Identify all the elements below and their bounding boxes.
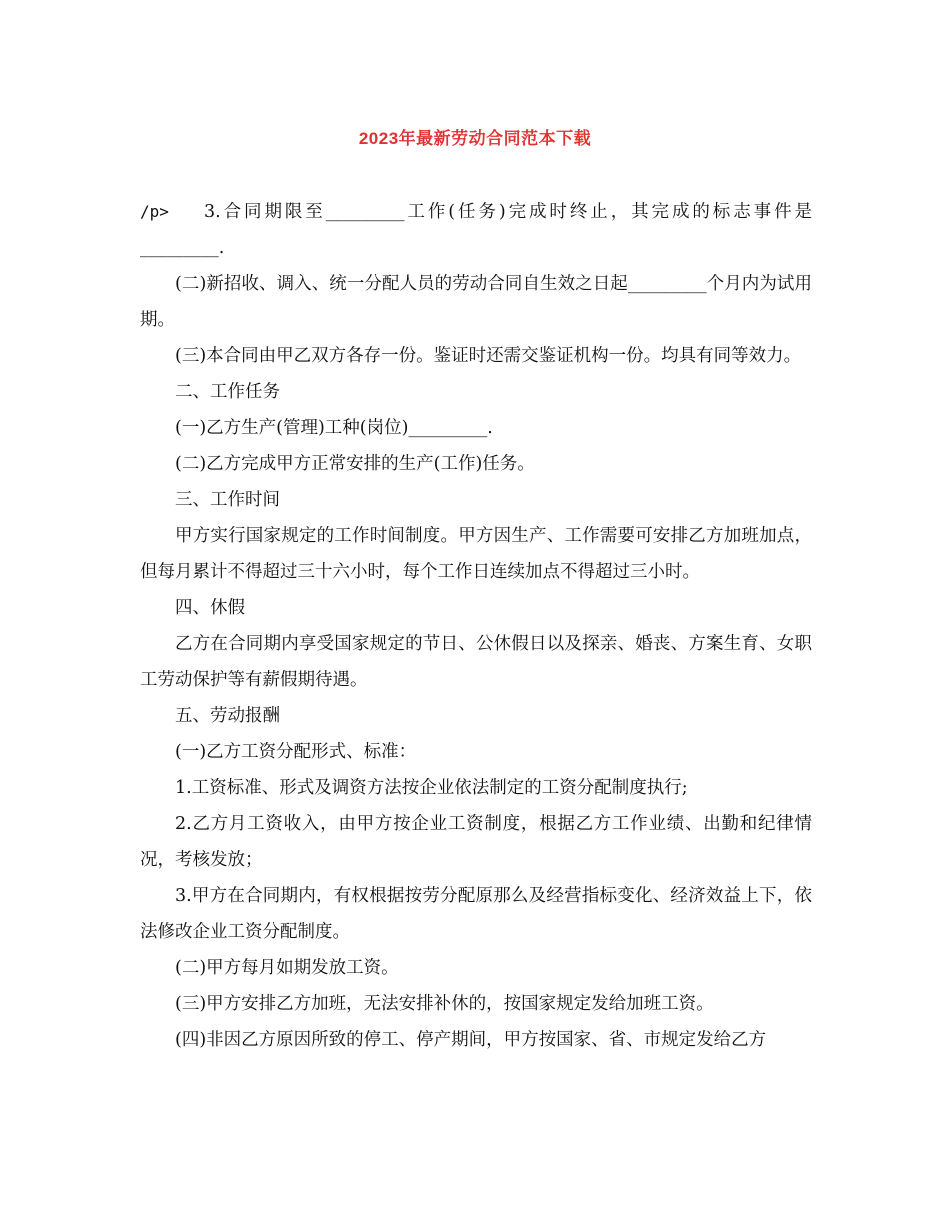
paragraph: (二)甲方每月如期发放工资。 — [175, 958, 399, 978]
section-heading: 二、工作任务 — [175, 382, 280, 402]
paragraph: (四)非因乙方原因所致的停工、停产期间，甲方按国家、省、市规定发给乙方 — [175, 1030, 767, 1050]
paragraph: 3.甲方在合同期内，有权根据按劳分配原那么及经营指标变化、经济效益上下，依法修改企业工资分配制度。 — [140, 886, 812, 942]
paragraph: (二)乙方完成甲方正常安排的生产(工作)任务。 — [175, 454, 535, 474]
paragraph: (一)乙方工资分配形式、标准： — [175, 742, 417, 762]
stray-markup-text: /p> — [140, 202, 169, 221]
paragraph: (一)乙方生产(管理)工种(岗位)_________. — [175, 418, 493, 438]
paragraph: (三)甲方安排乙方加班，无法安排补休的，按国家规定发给加班工资。 — [175, 994, 714, 1014]
section-heading: 四、休假 — [175, 598, 245, 618]
section-heading: 三、工作时间 — [175, 490, 280, 510]
paragraph: (二)新招收、调入、统一分配人员的劳动合同自生效之日起_________个月内为试用期。 — [140, 274, 812, 330]
paragraph: (三)本合同由甲乙双方各存一份。鉴证时还需交鉴证机构一份。均具有同等效力。 — [175, 346, 802, 366]
paragraph — [140, 194, 812, 266]
paragraph: 甲方实行国家规定的工作时间制度。甲方因生产、工作需要可安排乙方加班加点，但每月累计不得超过三十六小时，每个工作日连续加点不得超过三小时。 — [140, 526, 812, 582]
document-title: 2023年最新劳动合同范本下载 — [358, 129, 592, 148]
paragraph: 乙方在合同期内享受国家规定的节日、公休假日以及探亲、婚丧、方案生育、女职工劳动保护等有薪假期待遇。 — [140, 634, 812, 690]
document-body — [140, 194, 812, 1058]
paragraph: 2.乙方月工资收入，由甲方按企业工资制度，根据乙方工作业绩、出勤和纪律情况，考核发放； — [140, 814, 812, 870]
paragraph: 1.工资标准、形式及调资方法按企业依法制定的工资分配制度执行; — [175, 778, 688, 798]
paragraph-text: 3.合同期限至_________工作(任务)完成时终止，其完成的标志事件是_________. — [140, 202, 812, 258]
section-heading: 五、劳动报酬 — [175, 706, 280, 726]
